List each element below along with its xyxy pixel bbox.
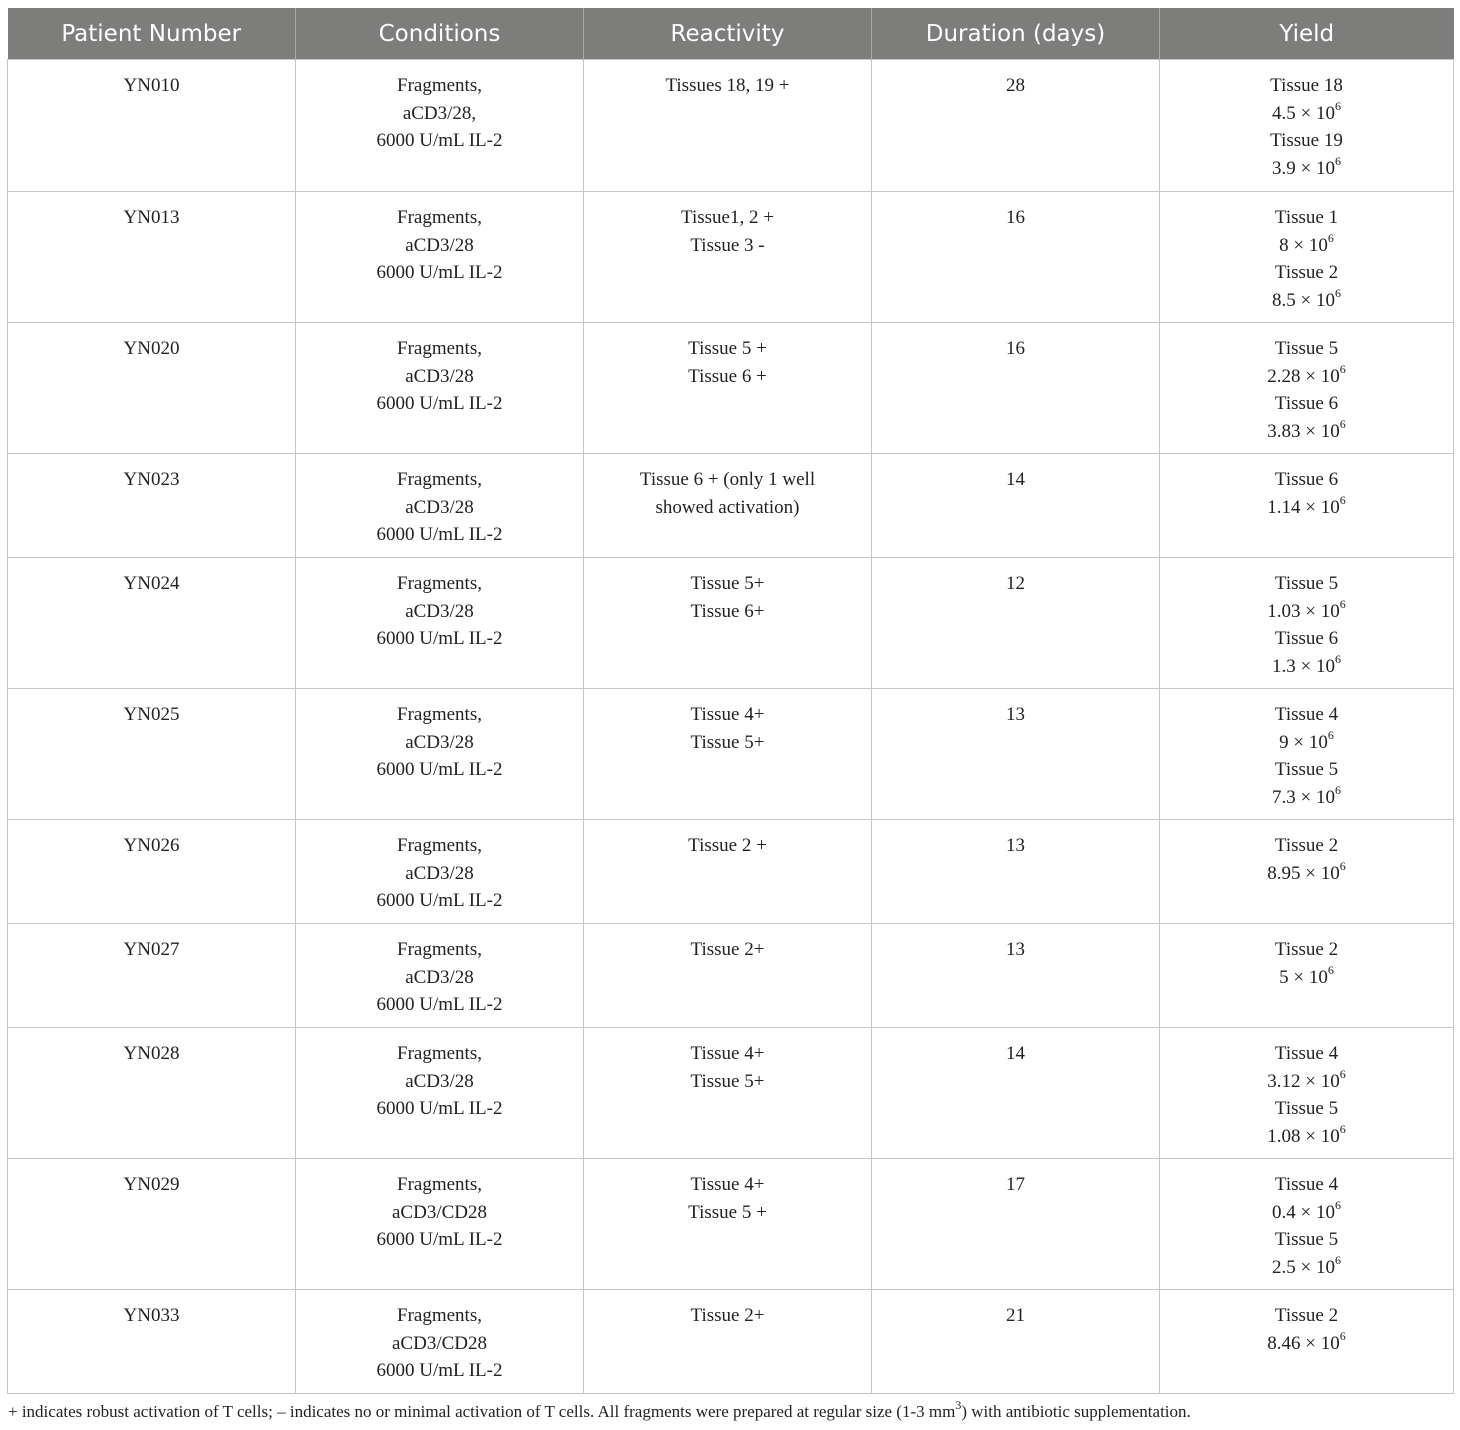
cell-conditions [296,924,584,1028]
yield-text: Tissue 2 [1274,262,1339,283]
table-row [8,60,1454,192]
cell-yield [1160,558,1454,689]
conditions-line: 6000 U/mL IL-2 [376,524,503,545]
table-row [8,192,1454,323]
footnote-exponent: 3 [955,1398,962,1413]
cell-conditions [296,192,584,323]
yield-line [1164,936,1449,964]
yield-exponent: 6 [1339,1122,1346,1137]
reactivity-line: Tissue 5+ [690,573,765,594]
cell-duration: 13 [872,689,1160,820]
cell-reactivity [584,689,872,820]
conditions-line: Fragments, [397,573,482,594]
conditions-line: Fragments, [397,835,482,856]
conditions-line: Fragments, [397,469,482,490]
yield-exponent: 6 [1339,597,1346,612]
yield-text: Tissue 2 [1274,835,1339,856]
reactivity-line: Tissue 2 + [688,835,767,856]
yield-line [1164,1330,1449,1358]
yield-line [1164,1123,1449,1151]
conditions-line: aCD3/CD28 [392,1332,487,1354]
cell-patient-number: YN020 [8,323,296,454]
yield-line [1164,1254,1449,1282]
yield-exponent: 6 [1339,417,1346,432]
cell-yield [1160,1290,1454,1394]
yield-line [1164,1199,1449,1227]
cell-patient-number: YN027 [8,924,296,1028]
reactivity-line: Tissue1, 2 + [681,207,774,228]
yield-text: 7.3 × 10 [1272,786,1335,808]
cell-reactivity [584,924,872,1028]
yield-text: Tissue 6 [1274,393,1339,414]
conditions-line: aCD3/28 [405,600,474,622]
yield-line [1164,729,1449,757]
conditions-line: 6000 U/mL IL-2 [376,393,503,414]
reactivity-line: Tissue 5 + [688,338,767,359]
yield-exponent: 6 [1334,783,1341,798]
cell-reactivity [584,60,872,192]
conditions-line: Fragments, [397,704,482,725]
cell-conditions [296,1028,584,1159]
yield-line [1164,204,1449,232]
yield-text: 1.08 × 10 [1267,1125,1340,1147]
cell-patient-number: YN024 [8,558,296,689]
cell-conditions [296,323,584,454]
yield-text: 8.5 × 10 [1272,289,1335,311]
yield-text: 1.14 × 10 [1267,496,1340,518]
table-row [8,1159,1454,1290]
cell-yield [1160,60,1454,192]
conditions-line: aCD3/28 [405,731,474,753]
cell-yield [1160,454,1454,558]
yield-line [1164,466,1449,494]
yield-exponent: 6 [1327,231,1334,246]
yield-text: 2.28 × 10 [1267,365,1340,387]
header-row [8,8,1454,60]
header-patient-number: Patient Number [8,8,296,60]
cell-patient-number: YN023 [8,454,296,558]
cell-patient-number: YN026 [8,820,296,924]
conditions-line: aCD3/28 [405,365,474,387]
reactivity-line: Tissue 6 + (only 1 well [639,469,816,490]
conditions-line: 6000 U/mL IL-2 [376,890,503,911]
reactivity-line: Tissue 5 + [688,1201,767,1223]
cell-patient-number: YN029 [8,1159,296,1290]
yield-text: 5 × 10 [1279,966,1328,988]
yield-exponent: 6 [1334,286,1341,301]
yield-line [1164,653,1449,681]
cell-duration: 13 [872,924,1160,1028]
conditions-line: Fragments, [397,338,482,359]
yield-text: Tissue 19 [1270,130,1343,151]
conditions-line: Fragments, [397,939,482,960]
conditions-line: Fragments, [397,1043,482,1064]
conditions-line: 6000 U/mL IL-2 [376,1360,503,1381]
yield-text: Tissue 5 [1274,338,1339,359]
yield-exponent: 6 [1339,493,1346,508]
table-row [8,1028,1454,1159]
conditions-line: aCD3/28 [405,862,474,884]
table-row [8,924,1454,1028]
table-footnote [8,1398,1454,1422]
conditions-line: 6000 U/mL IL-2 [376,1098,503,1119]
conditions-line: 6000 U/mL IL-2 [376,130,503,151]
cell-duration: 14 [872,1028,1160,1159]
reactivity-line: Tissue 6 + [688,365,767,387]
cell-patient-number: YN028 [8,1028,296,1159]
yield-exponent: 6 [1327,728,1334,743]
yield-text: Tissue 5 [1274,1098,1339,1119]
cell-duration: 21 [872,1290,1160,1394]
yield-text: Tissue 4 [1274,704,1339,725]
yield-text: Tissue 5 [1274,573,1339,594]
yield-line [1164,570,1449,598]
yield-exponent: 6 [1334,154,1341,169]
conditions-line: aCD3/28 [405,1070,474,1092]
yield-text: 8.95 × 10 [1267,862,1340,884]
conditions-line: aCD3/28 [405,966,474,988]
conditions-line: 6000 U/mL IL-2 [376,994,503,1015]
yield-exponent: 6 [1339,362,1346,377]
conditions-line: aCD3/28, [402,102,477,124]
yield-text: Tissue 6 [1274,469,1339,490]
data-table [7,8,1454,1394]
cell-reactivity [584,1028,872,1159]
yield-text: Tissue 4 [1274,1174,1339,1195]
header-conditions: Conditions [296,8,584,60]
footnote-text-end: ) with antibiotic supplementation. [961,1402,1191,1421]
table-row [8,454,1454,558]
cell-conditions [296,60,584,192]
yield-exponent: 6 [1334,652,1341,667]
cell-patient-number: YN010 [8,60,296,192]
cell-patient-number: YN033 [8,1290,296,1394]
yield-line [1164,418,1449,446]
yield-exponent: 6 [1334,1198,1341,1213]
yield-line [1164,756,1449,784]
cell-duration: 17 [872,1159,1160,1290]
cell-duration: 28 [872,60,1160,192]
conditions-line: Fragments, [397,75,482,96]
yield-line [1164,287,1449,315]
yield-text: 4.5 × 10 [1272,102,1335,124]
cell-duration: 14 [872,454,1160,558]
header-yield: Yield [1160,8,1454,60]
cell-conditions [296,689,584,820]
cell-reactivity [584,820,872,924]
yield-line [1164,784,1449,812]
yield-exponent: 6 [1339,1329,1346,1344]
cell-yield [1160,689,1454,820]
cell-patient-number: YN025 [8,689,296,820]
yield-text: 9 × 10 [1279,731,1328,753]
cell-conditions [296,454,584,558]
yield-line [1164,127,1449,155]
yield-line [1164,1095,1449,1123]
reactivity-line: Tissues 18, 19 + [665,75,790,96]
table-row [8,689,1454,820]
cell-yield [1160,1159,1454,1290]
yield-text: 1.03 × 10 [1267,600,1340,622]
cell-reactivity [584,454,872,558]
conditions-line: 6000 U/mL IL-2 [376,1229,503,1250]
header-reactivity: Reactivity [584,8,872,60]
conditions-line: aCD3/28 [405,496,474,518]
conditions-line: Fragments, [397,1305,482,1326]
reactivity-line: Tissue 2+ [690,939,765,960]
yield-text: 8.46 × 10 [1267,1332,1340,1354]
cell-yield [1160,820,1454,924]
yield-line [1164,701,1449,729]
yield-exponent: 6 [1339,1067,1346,1082]
cell-reactivity [584,323,872,454]
yield-text: Tissue 5 [1274,759,1339,780]
table-container [7,8,1453,1394]
yield-line [1164,598,1449,626]
conditions-line: aCD3/CD28 [392,1201,487,1223]
cell-duration: 16 [872,192,1160,323]
reactivity-line: Tissue 5+ [690,731,765,753]
conditions-line: Fragments, [397,1174,482,1195]
yield-line [1164,232,1449,260]
cell-reactivity [584,1290,872,1394]
yield-line [1164,860,1449,888]
yield-text: 3.12 × 10 [1267,1070,1340,1092]
reactivity-line: Tissue 6+ [690,600,765,622]
cell-patient-number: YN013 [8,192,296,323]
cell-conditions [296,558,584,689]
cell-conditions [296,820,584,924]
conditions-line: 6000 U/mL IL-2 [376,628,503,649]
yield-line [1164,1302,1449,1330]
yield-line [1164,259,1449,287]
yield-exponent: 6 [1327,963,1334,978]
reactivity-line: Tissue 2+ [690,1305,765,1326]
cell-yield [1160,1028,1454,1159]
cell-conditions [296,1159,584,1290]
yield-line [1164,1068,1449,1096]
yield-text: Tissue 5 [1274,1229,1339,1250]
cell-duration: 13 [872,820,1160,924]
cell-yield [1160,192,1454,323]
reactivity-line: Tissue 4+ [690,1043,765,1064]
cell-yield [1160,924,1454,1028]
yield-text: Tissue 18 [1270,75,1343,96]
yield-text: Tissue 4 [1274,1043,1339,1064]
conditions-line: aCD3/28 [405,234,474,256]
reactivity-line: showed activation) [655,496,800,518]
cell-duration: 12 [872,558,1160,689]
yield-line [1164,964,1449,992]
reactivity-line: Tissue 5+ [690,1070,765,1092]
reactivity-line: Tissue 4+ [690,1174,765,1195]
yield-text: 1.3 × 10 [1272,655,1335,677]
conditions-line: 6000 U/mL IL-2 [376,759,503,780]
header-duration: Duration (days) [872,8,1160,60]
cell-reactivity [584,1159,872,1290]
yield-line [1164,100,1449,128]
cell-reactivity [584,558,872,689]
reactivity-line: Tissue 3 - [690,234,765,256]
yield-line [1164,335,1449,363]
table-row [8,820,1454,924]
yield-line [1164,1171,1449,1199]
yield-text: 2.5 × 10 [1272,1256,1335,1278]
cell-duration: 16 [872,323,1160,454]
yield-text: 3.9 × 10 [1272,157,1335,179]
table-row [8,558,1454,689]
yield-text: 0.4 × 10 [1272,1201,1335,1223]
cell-reactivity [584,192,872,323]
conditions-line: 6000 U/mL IL-2 [376,262,503,283]
yield-text: Tissue 6 [1274,628,1339,649]
yield-line [1164,625,1449,653]
cell-conditions [296,1290,584,1394]
yield-line [1164,390,1449,418]
yield-line [1164,494,1449,522]
yield-text: 8 × 10 [1279,234,1328,256]
table-row [8,323,1454,454]
yield-line [1164,832,1449,860]
yield-exponent: 6 [1334,99,1341,114]
yield-text: 3.83 × 10 [1267,420,1340,442]
footnote-text: + indicates robust activation of T cells; – indicates no or minimal activation of T cells. All fragments were prepared at regular size (1-3 mm [8,1402,956,1421]
yield-line [1164,1040,1449,1068]
yield-line [1164,363,1449,391]
yield-exponent: 6 [1334,1253,1341,1268]
reactivity-line: Tissue 4+ [690,704,765,725]
yield-text: Tissue 2 [1274,939,1339,960]
yield-line [1164,72,1449,100]
yield-text: Tissue 1 [1274,207,1339,228]
yield-line [1164,155,1449,183]
cell-yield [1160,323,1454,454]
yield-exponent: 6 [1339,859,1346,874]
yield-line [1164,1226,1449,1254]
table-row [8,1290,1454,1394]
yield-text: Tissue 2 [1274,1305,1339,1326]
conditions-line: Fragments, [397,207,482,228]
